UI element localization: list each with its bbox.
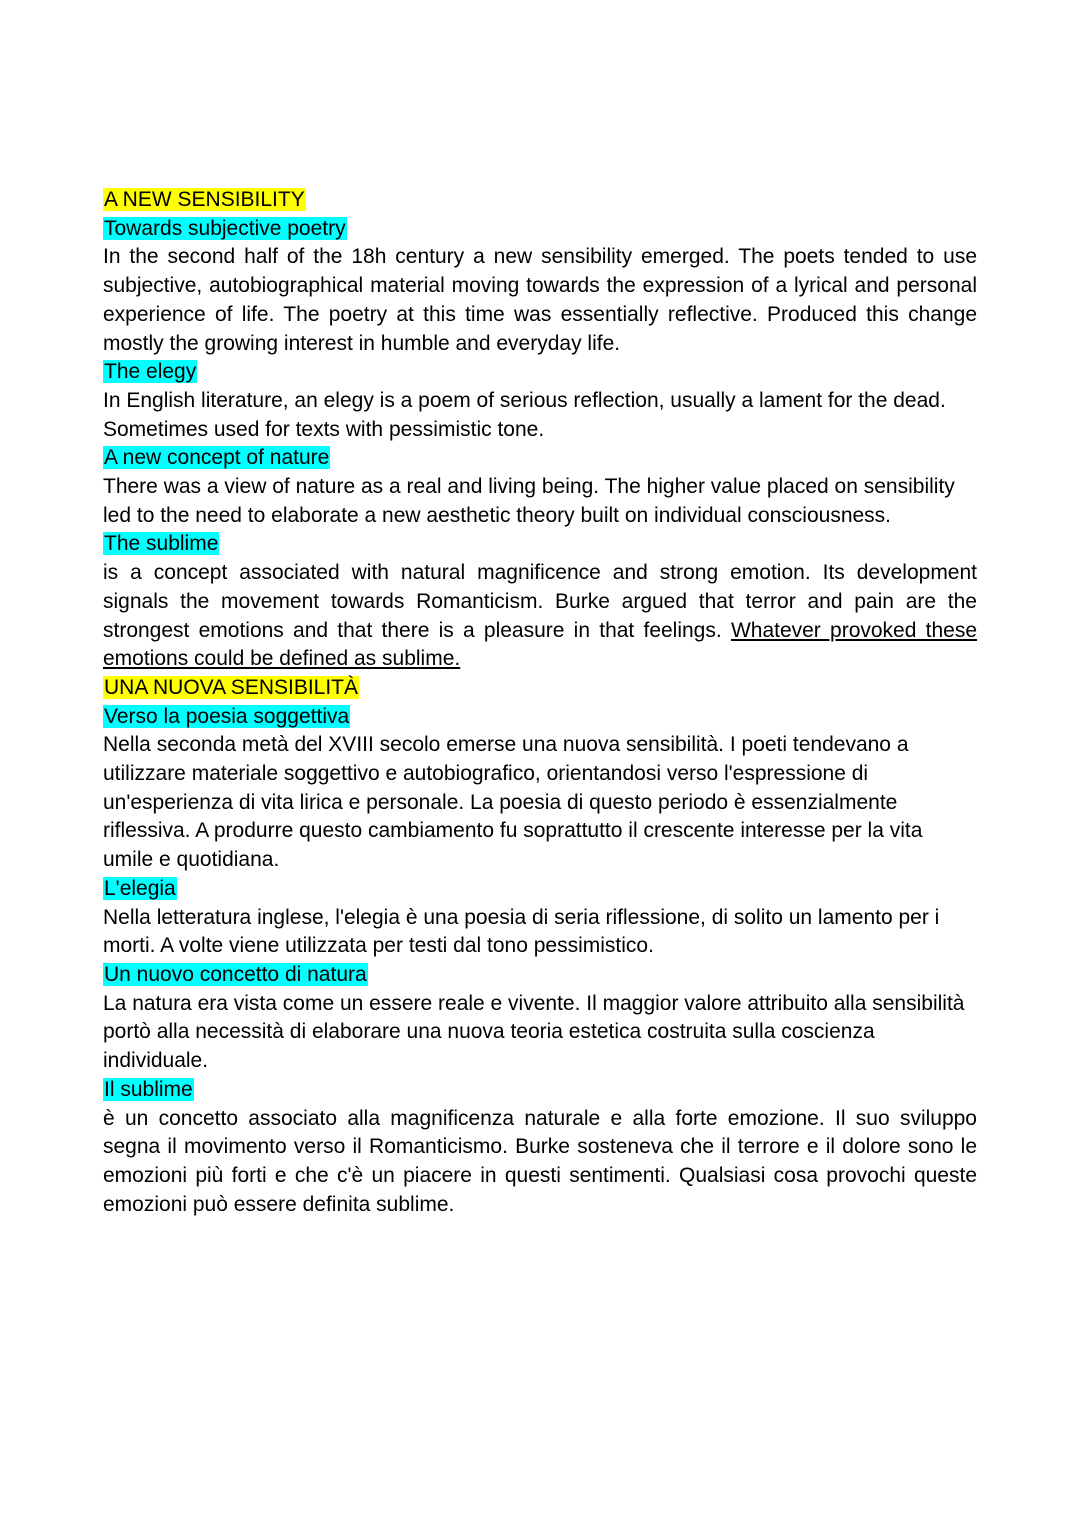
english-title-text: A NEW SENSIBILITY bbox=[104, 188, 305, 211]
underlined-sentence: Whatever provoked these emotions could be defined as sublime. bbox=[103, 618, 978, 671]
section-heading-elegia bbox=[103, 875, 977, 904]
section-heading-natura bbox=[103, 961, 977, 990]
section-heading-sublime bbox=[103, 530, 977, 559]
paragraph-sublime-text: is a concept associated with natural magnificence and strong emotion. Its development signals the movement towards Romanticism. Burke argued that terror and pain are the strongest emotions and that there is a pleasure in that feelings. bbox=[103, 561, 977, 642]
italian-title bbox=[103, 674, 977, 703]
section-heading-text: L'elegia bbox=[104, 876, 176, 900]
paragraph-subjective-poetry: In the second half of the 18h century a new sensibility emerged. The poets tended to use subjective, autobiographical material moving towards the expression of a lyrical and personal experience of life. The poetry at this time was essentially reflective. Produced this change mostly the growing interest in humble and everyday life. bbox=[103, 245, 977, 355]
section-heading-text: The elegy bbox=[104, 360, 197, 384]
italian-title-text: UNA NUOVA SENSIBILITÀ bbox=[104, 675, 359, 699]
paragraph-natura: La natura era vista come un essere reale e vivente. Il maggior valore attribuito alla sensibilità portò alla necessità di elaborare una nuova teoria estetica costruita sulla coscienza individuale. bbox=[103, 991, 965, 1073]
document-page bbox=[103, 186, 977, 1219]
paragraph-elegy: In English literature, an elegy is a poem of serious reflection, usually a lament for the dead. Sometimes used for texts with pessimistic tone. bbox=[103, 388, 946, 441]
section-heading-poesia-soggettiva bbox=[103, 703, 977, 732]
paragraph-sublime-it: è un concetto associato alla magnificenza naturale e alla forte emozione. Il suo sviluppo segna il movimento verso il Romanticismo. Burke sosteneva che il terrore e il dolore sono le emozioni più forti e che c'è un piacere in questi sentimenti. Qualsiasi cosa provochi queste emozioni può essere definita sublime. bbox=[103, 1106, 977, 1216]
paragraph-elegia: Nella letteratura inglese, l'elegia è una poesia di seria riflessione, di solito un lamento per i morti. A volte viene utilizzata per testi dal tono pessimistico. bbox=[103, 905, 940, 958]
section-heading-text: A new concept of nature bbox=[104, 446, 330, 470]
section-heading-text: Towards subjective poetry bbox=[104, 216, 346, 240]
section-heading-text: Il sublime bbox=[104, 1077, 193, 1101]
section-heading-nature bbox=[103, 444, 977, 473]
paragraph-nature: There was a view of nature as a real and living being. The higher value placed on sensibility led to the need to elaborate a new aesthetic theory built on individual consciousness. bbox=[103, 475, 955, 527]
section-heading-text: The sublime bbox=[104, 532, 219, 556]
section-heading-sublime-it bbox=[103, 1076, 977, 1105]
section-heading-text: Un nuovo concetto di natura bbox=[104, 962, 367, 986]
section-heading-subjective-poetry bbox=[103, 215, 977, 244]
english-title bbox=[103, 186, 977, 215]
section-heading-text: Verso la poesia soggettiva bbox=[104, 704, 350, 728]
section-heading-elegy bbox=[103, 358, 977, 387]
paragraph-sublime bbox=[103, 559, 977, 674]
paragraph-poesia-soggettiva: Nella seconda metà del XVIII secolo emerse una nuova sensibilità. I poeti tendevano a utilizzare materiale soggettivo e autobiografico, orientandosi verso l'espressione di un'esperienza di vita lirica e personale. La poesia di questo periodo è essenzialmente riflessiva. A produrre questo cambiamento fu soprattutto il crescente interesse per la vita umile e quotidiana. bbox=[103, 733, 923, 872]
